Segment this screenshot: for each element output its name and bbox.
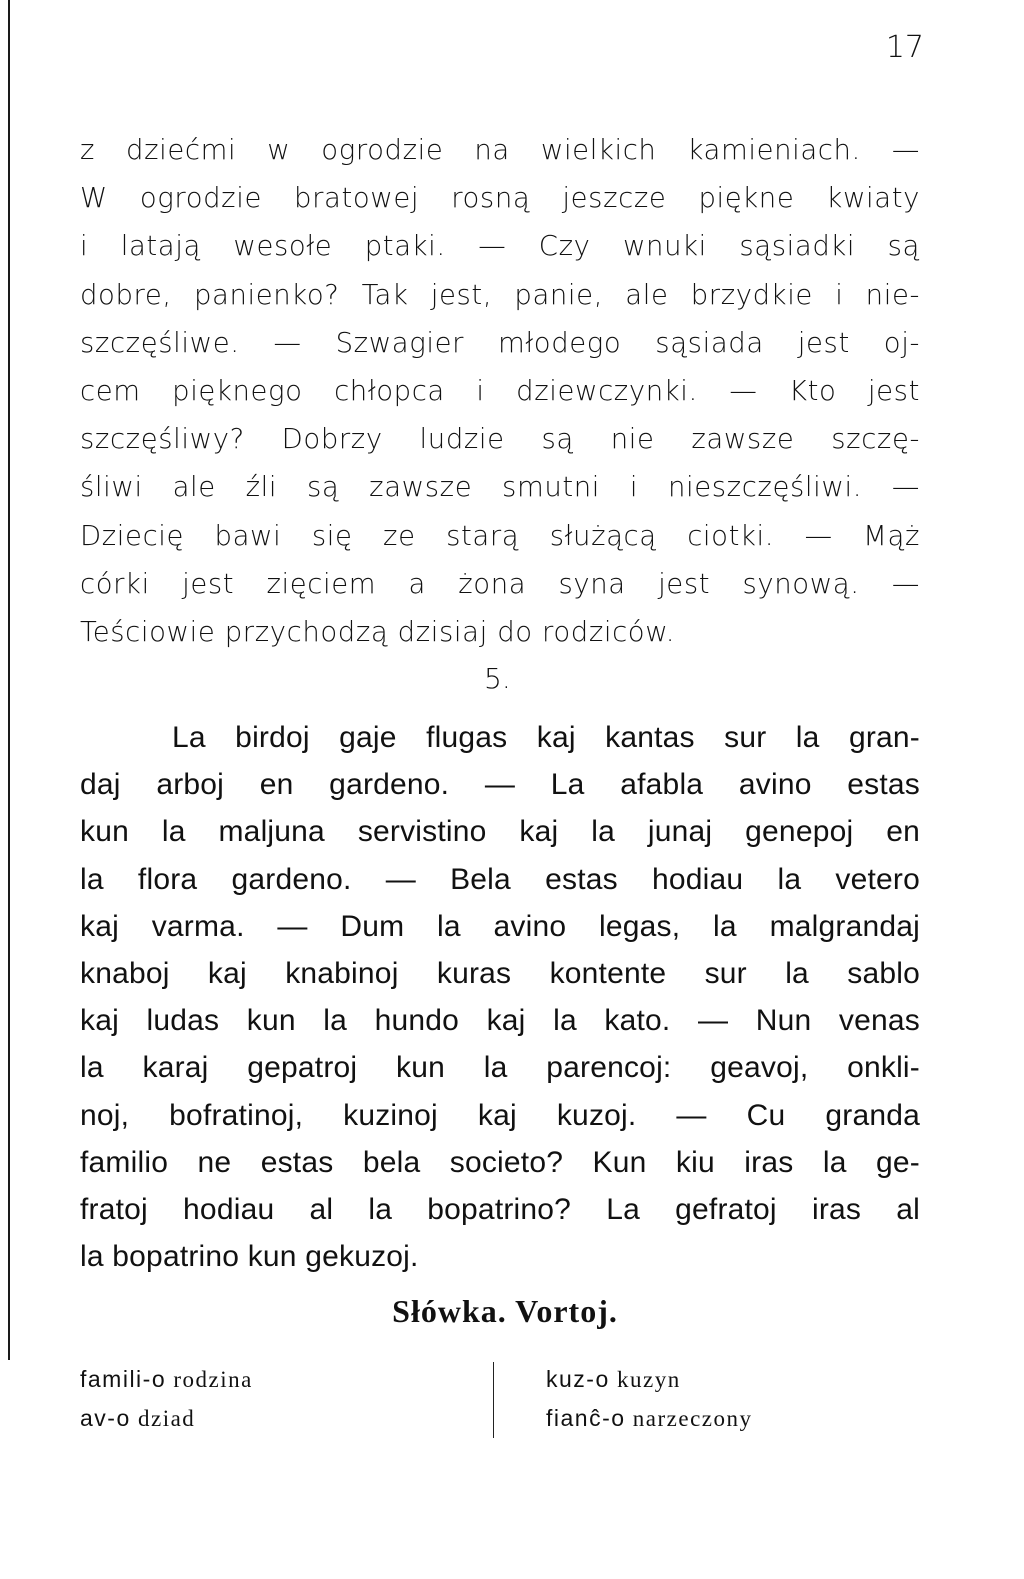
vocabulary-divider [493,1362,494,1438]
esperanto-line: knaboj kaj knabinoj kuras kontente sur la sablo [80,957,920,991]
polish-line: szczęśliwe. — Szwagier młodego sąsiada jest oj- [80,326,920,359]
esperanto-line: kaj ludas kun la hundo kaj la kato. — Nun venas [80,1004,920,1038]
polish-line: córki jest zięciem a żona syna jest synową. — [80,567,920,600]
polish-line: z dziećmi w ogrodzie na wielkich kamieniach. — [80,134,920,166]
vocabulary-column-right [546,1360,753,1438]
polish-line: szczęśliwy? Dobrzy ludzie są nie zawsze szczę- [80,423,920,456]
esperanto-line: kun la maljuna servistino kaj la junaj genepoj en [80,815,920,849]
esperanto-line: la karaj gepatroj kun la parencoj: geavoj, onkli- [80,1051,920,1085]
page-left-edge-rule [8,0,10,1360]
vocabulary-entry [546,1399,753,1438]
polish-line: W ogrodzie bratowej rosną jeszcze piękne kwiaty [80,182,920,215]
vocabulary-heading: Słówka. Vortoj. [392,1293,618,1329]
esperanto-line: la flora gardeno. — Bela estas hodiau la vetero [80,862,920,896]
vocabulary-entry [546,1360,753,1399]
esperanto-line: la bopatrino kun gekuzoj. [80,1240,419,1274]
page-number: 17 [885,30,924,65]
esperanto-line: noj, bofratinoj, kuzinoj kaj kuzoj. — Cu granda [80,1098,920,1132]
vocabulary-translation: narzeczony [632,1406,753,1431]
section-number: 5. [484,662,511,695]
vocabulary-translation: rodzina [173,1367,253,1392]
esperanto-line: La birdoj gaje flugas kaj kantas sur la gran- [172,721,920,754]
esperanto-line: kaj varma. — Dum la avino legas, la malgrandaj [80,909,920,943]
polish-line: i latają wesołe ptaki. — Czy wnuki sąsiadki są [80,230,920,263]
polish-line: dobre, panienko? Tak jest, panie, ale brzydkie i nie- [80,278,920,311]
vocabulary-root: famili-o [80,1366,167,1392]
vocabulary-translation: dziad [138,1406,196,1431]
polish-line: Teściowie przychodzą dzisiaj do rodziców. [80,616,676,649]
vocabulary-root: kuz-o [546,1366,610,1392]
vocabulary-column-left [80,1360,253,1438]
vocabulary-root: fianĉ-o [546,1405,626,1431]
vocabulary-translation: kuzyn [617,1367,681,1392]
polish-line: cem pięknego chłopca i dziewczynki. — Kto jest [80,375,920,408]
polish-line: Dziecię bawi się ze starą służącą ciotki. — Mąż [80,519,920,552]
esperanto-paragraph [80,714,920,1280]
esperanto-line: daj arboj en gardeno. — La afabla avino estas [80,768,920,802]
esperanto-line: familio ne estas bela societo? Kun kiu iras la ge- [80,1145,920,1179]
polish-paragraph [80,126,920,656]
vocabulary-root: av-o [80,1405,131,1431]
vocabulary-entry [80,1399,253,1438]
vocabulary-table [80,1360,940,1440]
vocabulary-entry [80,1360,253,1399]
esperanto-line: fratoj hodiau al la bopatrino? La gefratoj iras al [80,1193,920,1227]
polish-line: śliwi ale źli są zawsze smutni i nieszczęśliwi. — [80,471,920,504]
